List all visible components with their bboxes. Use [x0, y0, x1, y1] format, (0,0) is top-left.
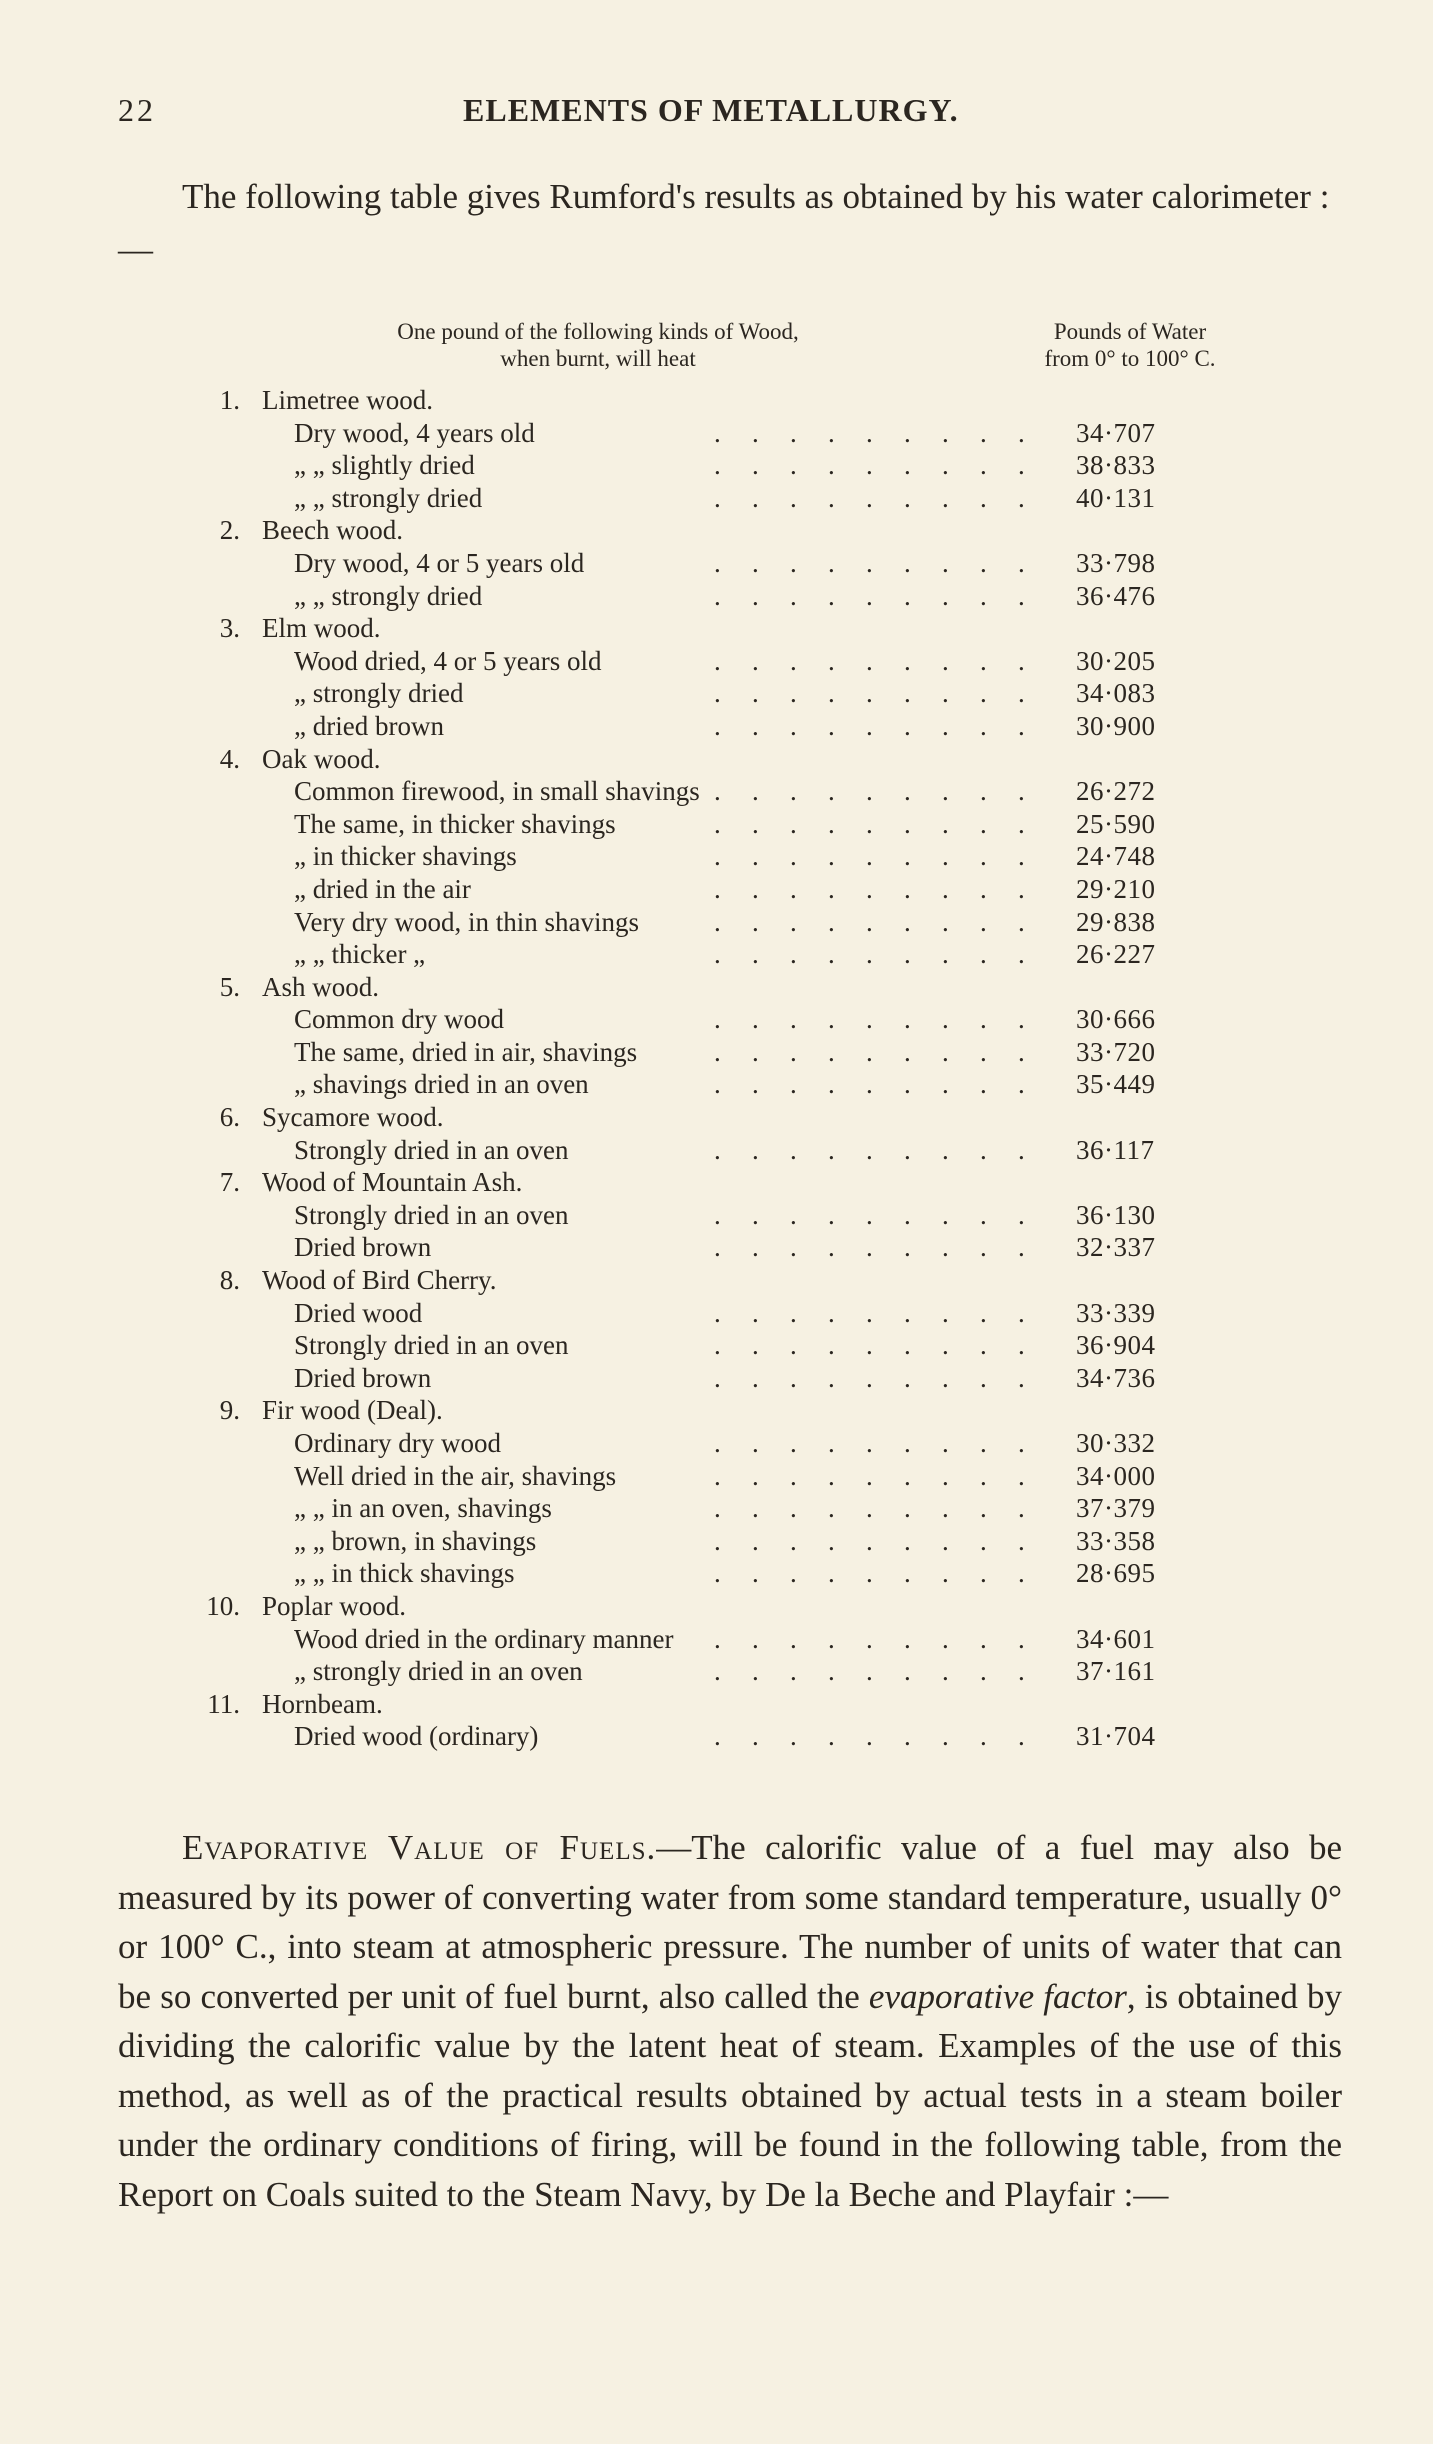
paragraph-text-1: —The calorific value of a fuel may also be measured by its power of converting water from some standard temperature, usually 0° or 100° C., into steam at atmospheric pressure. The number of units of water that can be so converted per unit of fuel burnt, also called the: [118, 1828, 1342, 2016]
row-description: Dried wood: [294, 1297, 423, 1328]
table-group-row: [0, 384, 1433, 417]
row-description: The same, in thicker shavings: [294, 808, 616, 839]
table-row: Dry wood, 4 or 5 years old 33·798 . . . . . . . . .: [0, 547, 1433, 580]
table-row: Dry wood, 4 years old 34·707 . . . . . . . . .: [0, 417, 1433, 450]
table-group-row: [0, 612, 1433, 645]
table-row: „ „ in thick shavings 28·695 . . . . . . . . .: [0, 1557, 1433, 1590]
table-row: Well dried in the air, shavings 34·000 . . . . . . . . .: [0, 1460, 1433, 1493]
row-value: 32·337: [1076, 1232, 1156, 1263]
table-group-row: [0, 1101, 1433, 1134]
evaporative-value-paragraph: [118, 1823, 1342, 2219]
paragraph-italic-term: evaporative factor: [868, 1976, 1127, 2016]
row-value: 37·161: [1076, 1656, 1156, 1687]
group-number: 5.: [219, 971, 240, 1002]
table-row: „ dried in the air 29·210 . . . . . . . . .: [0, 873, 1433, 906]
row-value: 36·476: [1076, 580, 1156, 611]
table-row: „ „ in an oven, shavings 37·379 . . . . . . . . .: [0, 1492, 1433, 1525]
row-description: „ „ brown, in shavings: [294, 1525, 537, 1556]
row-description: Wood dried in the ordinary manner: [294, 1623, 674, 1654]
row-description: Common dry wood: [294, 1004, 505, 1035]
row-value: 34·601: [1076, 1623, 1156, 1654]
row-description: Common firewood, in small shavings: [294, 776, 700, 807]
row-value: 36·117: [1076, 1134, 1155, 1165]
table-row: „ „ strongly dried 40·131 . . . . . . . . .: [0, 482, 1433, 515]
row-value: 37·379: [1076, 1493, 1156, 1524]
group-number: 4.: [219, 743, 240, 774]
row-value: 31·704: [1076, 1721, 1156, 1752]
row-value: 26·272: [1076, 776, 1156, 807]
row-value: 26·227: [1076, 939, 1156, 970]
row-value: 29·838: [1076, 906, 1156, 937]
table-row: „ strongly dried in an oven 37·161 . . . . . . . . .: [0, 1655, 1433, 1688]
row-description: The same, dried in air, shavings: [294, 1036, 638, 1067]
table-group-row: [0, 1394, 1433, 1427]
row-description: Wood dried, 4 or 5 years old: [294, 645, 602, 676]
row-value: 34·736: [1076, 1362, 1156, 1393]
page-number: 22: [118, 92, 156, 128]
table-row: Dried brown 34·736 . . . . . . . . .: [0, 1362, 1433, 1395]
row-description: Dry wood, 4 years old: [294, 417, 535, 448]
group-number: 2.: [219, 515, 240, 546]
row-value: 34·707: [1076, 417, 1156, 448]
row-value: 40·131: [1076, 482, 1156, 513]
table-row: Dried wood 33·339 . . . . . . . . .: [0, 1297, 1433, 1330]
row-value: 38·833: [1076, 450, 1156, 481]
group-name: Wood of Mountain Ash.: [262, 1167, 523, 1198]
group-name: Hornbeam.: [262, 1688, 383, 1719]
row-description: Dried brown: [294, 1232, 432, 1263]
table-row: Dried brown 32·337 . . . . . . . . .: [0, 1231, 1433, 1264]
table-row: „ strongly dried 34·083 . . . . . . . . .: [0, 677, 1433, 710]
group-number: 9.: [219, 1395, 240, 1426]
row-description: Well dried in the air, shavings: [294, 1460, 617, 1491]
table-row: Dried wood (ordinary) 31·704 . . . . . . . . .: [0, 1720, 1433, 1753]
row-description: „ in thicker shavings: [294, 841, 517, 872]
intro-paragraph: [118, 170, 1348, 276]
row-value: 30·205: [1076, 645, 1156, 676]
column-header-water-line2: from 0° to 100° C.: [1044, 346, 1216, 371]
row-value: 33·720: [1076, 1036, 1156, 1067]
group-name: Ash wood.: [262, 971, 380, 1002]
section-heading: Evaporative Value of Fuels.: [182, 1828, 657, 1867]
row-description: Very dry wood, in thin shavings: [294, 906, 639, 937]
table-row: „ „ slightly dried 38·833 . . . . . . . . .: [0, 449, 1433, 482]
table-row: „ „ brown, in shavings 33·358 . . . . . . . . .: [0, 1525, 1433, 1558]
table-row: Common firewood, in small shavings 26·272 . . . . . . . . .: [0, 775, 1433, 808]
column-header-water-line1: Pounds of Water: [1053, 319, 1207, 344]
row-description: „ „ strongly dried: [294, 482, 483, 513]
row-description: Dried wood (ordinary): [294, 1721, 539, 1752]
row-description: „ dried brown: [294, 710, 444, 741]
row-description: „ dried in the air: [294, 873, 471, 904]
group-number: 1.: [219, 385, 240, 415]
group-number: 6.: [219, 1102, 240, 1133]
running-title: ELEMENTS OF METALLURGY.: [463, 92, 959, 128]
row-value: 35·449: [1076, 1069, 1156, 1100]
group-name: Beech wood.: [262, 515, 403, 546]
group-name: Limetree wood.: [262, 385, 433, 415]
table-row: „ „ strongly dried 36·476 . . . . . . . . .: [0, 580, 1433, 613]
table-group-row: [0, 1590, 1433, 1623]
row-description: Dried brown: [294, 1362, 432, 1393]
column-header-water: [1000, 318, 1260, 372]
column-header-wood: [318, 318, 878, 372]
row-value: 34·000: [1076, 1460, 1156, 1491]
row-description: Strongly dried in an oven: [294, 1199, 569, 1230]
row-description: „ „ in an oven, shavings: [294, 1493, 552, 1524]
row-description: „ „ thicker „: [294, 939, 426, 970]
row-value: 33·339: [1076, 1297, 1156, 1328]
group-name: Sycamore wood.: [262, 1102, 444, 1133]
row-value: 25·590: [1076, 808, 1156, 839]
table-row: „ in thicker shavings 24·748 . . . . . . . . .: [0, 840, 1433, 873]
group-name: Poplar wood.: [262, 1590, 406, 1621]
table-group-row: [0, 1264, 1433, 1297]
row-value: 30·332: [1076, 1428, 1156, 1458]
table-row: Strongly dried in an oven 36·904 . . . . . . . . .: [0, 1329, 1433, 1362]
row-value: 24·748: [1076, 841, 1156, 872]
intro-text: The following table gives Rumford's results as obtained by his water calorimeter :—: [118, 177, 1330, 269]
row-description: „ „ in thick shavings: [294, 1558, 515, 1589]
row-value: 34·083: [1076, 678, 1156, 709]
row-value: 36·904: [1076, 1330, 1156, 1361]
row-description: Strongly dried in an oven: [294, 1134, 569, 1165]
row-value: 30·666: [1076, 1004, 1156, 1035]
table-group-row: [0, 1688, 1433, 1721]
row-value: 30·900: [1076, 710, 1156, 741]
group-name: Fir wood (Deal).: [262, 1395, 443, 1426]
table-row: The same, dried in air, shavings 33·720 . . . . . . . . .: [0, 1036, 1433, 1069]
table-group-row: [0, 971, 1433, 1004]
row-description: Strongly dried in an oven: [294, 1330, 569, 1361]
row-description: „ shavings dried in an oven: [294, 1069, 589, 1100]
row-value: 33·358: [1076, 1525, 1156, 1556]
rumford-results-table: [0, 384, 1433, 1753]
row-value: 33·798: [1076, 547, 1156, 578]
table-row: The same, in thicker shavings 25·590 . . . . . . . . .: [0, 808, 1433, 841]
table-group-row: [0, 743, 1433, 776]
group-name: Wood of Bird Cherry.: [262, 1265, 497, 1296]
group-name: Oak wood.: [262, 743, 381, 774]
row-description: „ strongly dried in an oven: [294, 1656, 583, 1687]
table-row: Common dry wood 30·666 . . . . . . . . .: [0, 1003, 1433, 1036]
table-row: Strongly dried in an oven 36·117 . . . . . . . . .: [0, 1134, 1433, 1167]
group-number: 10.: [206, 1590, 240, 1621]
column-header-wood-line2: when burnt, will heat: [500, 346, 696, 371]
table-row: Very dry wood, in thin shavings 29·838 . . . . . . . . .: [0, 906, 1433, 939]
column-header-wood-line1: One pound of the following kinds of Wood,: [397, 319, 799, 344]
table-group-row: [0, 514, 1433, 547]
table-group-row: [0, 1166, 1433, 1199]
row-value: 29·210: [1076, 873, 1156, 904]
group-number: 8.: [219, 1265, 240, 1296]
running-head: [118, 92, 1323, 132]
table-row: Strongly dried in an oven 36·130 . . . . . . . . .: [0, 1199, 1433, 1232]
paragraph-text-2: , is obtained by dividing the calorific value by the latent heat of steam. Examples of the use of this method, as well as of the practical results obtained by actual tests in a steam boiler under the ordinary conditions of firing, will be found in the following table, from the Report on Coals suited to the Steam Navy, by De la Beche and Playfair :—: [118, 1976, 1342, 2214]
table-row: „ shavings dried in an oven 35·449 . . . . . . . . .: [0, 1068, 1433, 1101]
row-description: Dry wood, 4 or 5 years old: [294, 547, 585, 578]
table-row: Wood dried in the ordinary manner 34·601 . . . . . . . . .: [0, 1623, 1433, 1656]
table-row: Wood dried, 4 or 5 years old 30·205 . . . . . . . . .: [0, 645, 1433, 678]
row-description: „ „ strongly dried: [294, 580, 483, 611]
row-value: 28·695: [1076, 1558, 1156, 1589]
row-description: „ strongly dried: [294, 678, 464, 709]
row-description: Ordinary dry wood: [294, 1428, 501, 1458]
row-description: „ „ slightly dried: [294, 450, 475, 481]
row-value: 36·130: [1076, 1199, 1156, 1230]
table-row: „ dried brown 30·900 . . . . . . . . .: [0, 710, 1433, 743]
table-row: „ „ thicker „ 26·227 . . . . . . . . .: [0, 938, 1433, 971]
group-number: 11.: [207, 1688, 240, 1719]
group-name: Elm wood.: [262, 613, 381, 644]
table-row: Ordinary dry wood 30·332 . . . . . . . . .: [0, 1427, 1433, 1460]
group-number: 7.: [219, 1167, 240, 1198]
group-number: 3.: [219, 613, 240, 644]
